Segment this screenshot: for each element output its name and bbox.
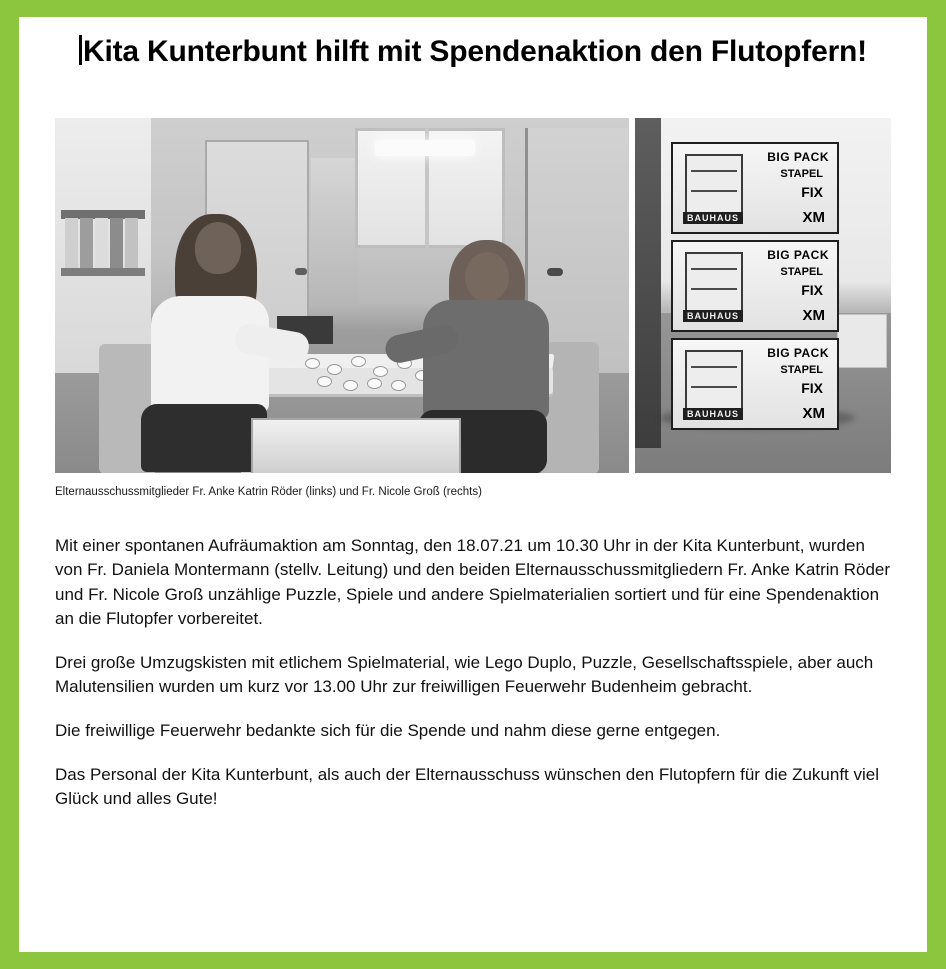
person-right-body bbox=[423, 300, 549, 420]
box-label-size: XM bbox=[802, 209, 825, 227]
person-left-legs bbox=[141, 404, 267, 472]
box-label-brand: BAUHAUS bbox=[683, 212, 743, 224]
binder bbox=[125, 218, 138, 268]
moving-box bbox=[671, 240, 839, 332]
box-label-fix: FIX bbox=[801, 380, 823, 397]
door-handle bbox=[547, 268, 563, 276]
person-left-head bbox=[195, 222, 241, 274]
box-label-fix: FIX bbox=[801, 184, 823, 201]
cardboard-box-floor bbox=[251, 418, 461, 473]
photo-moving-boxes bbox=[635, 118, 891, 473]
photo-row bbox=[55, 118, 891, 473]
box-illustration-icon bbox=[685, 252, 743, 314]
box-label-bigpack: BIG PACK bbox=[767, 150, 829, 165]
binder bbox=[65, 218, 78, 268]
paragraph: Mit einer spontanen Aufräumaktion am Sonntag, den 18.07.21 um 10.30 Uhr in der Kita Kunterbunt, wurden von Fr. Daniela Montermann (stellv. Leitung) und den beiden Elternausschussmitgliedern Fr. Anke Katrin Röder und Fr. Nicole Groß unzählige Puzzle, Spiele und andere Spielmaterialien sortiert und für eine Spendenaktion an die Flutopfer vorbereitet. bbox=[55, 536, 891, 628]
document-page bbox=[19, 17, 927, 952]
box-label-bigpack: BIG PACK bbox=[767, 346, 829, 361]
page-title bbox=[55, 33, 891, 71]
box-label-size: XM bbox=[802, 307, 825, 325]
moving-box bbox=[671, 338, 839, 430]
box-label-fix: FIX bbox=[801, 282, 823, 299]
door-frame bbox=[635, 118, 661, 448]
photo-sorting-toys bbox=[55, 118, 629, 473]
article-body bbox=[55, 534, 891, 811]
box-illustration-icon bbox=[685, 154, 743, 216]
box-label-bigpack: BIG PACK bbox=[767, 248, 829, 263]
text-cursor bbox=[79, 35, 82, 65]
binder bbox=[110, 218, 123, 268]
box-label-brand: BAUHAUS bbox=[683, 408, 743, 420]
box-label-size: XM bbox=[802, 405, 825, 423]
box-label-stapel: STAPEL bbox=[780, 266, 823, 279]
paragraph: Die freiwillige Feuerwehr bedankte sich für die Spende und nahm diese gerne entgegen. bbox=[55, 721, 721, 741]
box-label-stapel: STAPEL bbox=[780, 364, 823, 377]
door-handle bbox=[295, 268, 307, 275]
headline-text: Kita Kunterbunt hilft mit Spendenaktion den Flutopfern! bbox=[83, 35, 867, 68]
box-label-brand: BAUHAUS bbox=[683, 310, 743, 322]
person-left-body bbox=[151, 296, 269, 414]
cabinet bbox=[311, 158, 359, 308]
binder bbox=[95, 218, 108, 268]
ceiling-light bbox=[375, 140, 475, 156]
shelf-lower bbox=[61, 268, 145, 276]
box-illustration-icon bbox=[685, 350, 743, 412]
paragraph: Das Personal der Kita Kunterbunt, als auch der Elternausschuss wünschen den Flutopfern für die Zukunft viel Glück und alles Gute! bbox=[55, 765, 880, 809]
article-content bbox=[55, 33, 891, 811]
binder bbox=[80, 218, 93, 268]
paragraph: Drei große Umzugskisten mit etlichem Spielmaterial, wie Lego Duplo, Puzzle, Gesellschaftsspiele, aber auch Malutensilien wurden um kurz vor 13.00 Uhr zur freiwilligen Feuerwehr Budenheim gebracht. bbox=[55, 652, 874, 696]
box-label-stapel: STAPEL bbox=[780, 168, 823, 181]
moving-box bbox=[671, 142, 839, 234]
box-stack bbox=[671, 142, 839, 436]
paper-stack bbox=[837, 314, 887, 368]
photo-caption: Elternausschussmitglieder Fr. Anke Katrin Röder (links) und Fr. Nicole Groß (rechts) bbox=[55, 486, 482, 499]
